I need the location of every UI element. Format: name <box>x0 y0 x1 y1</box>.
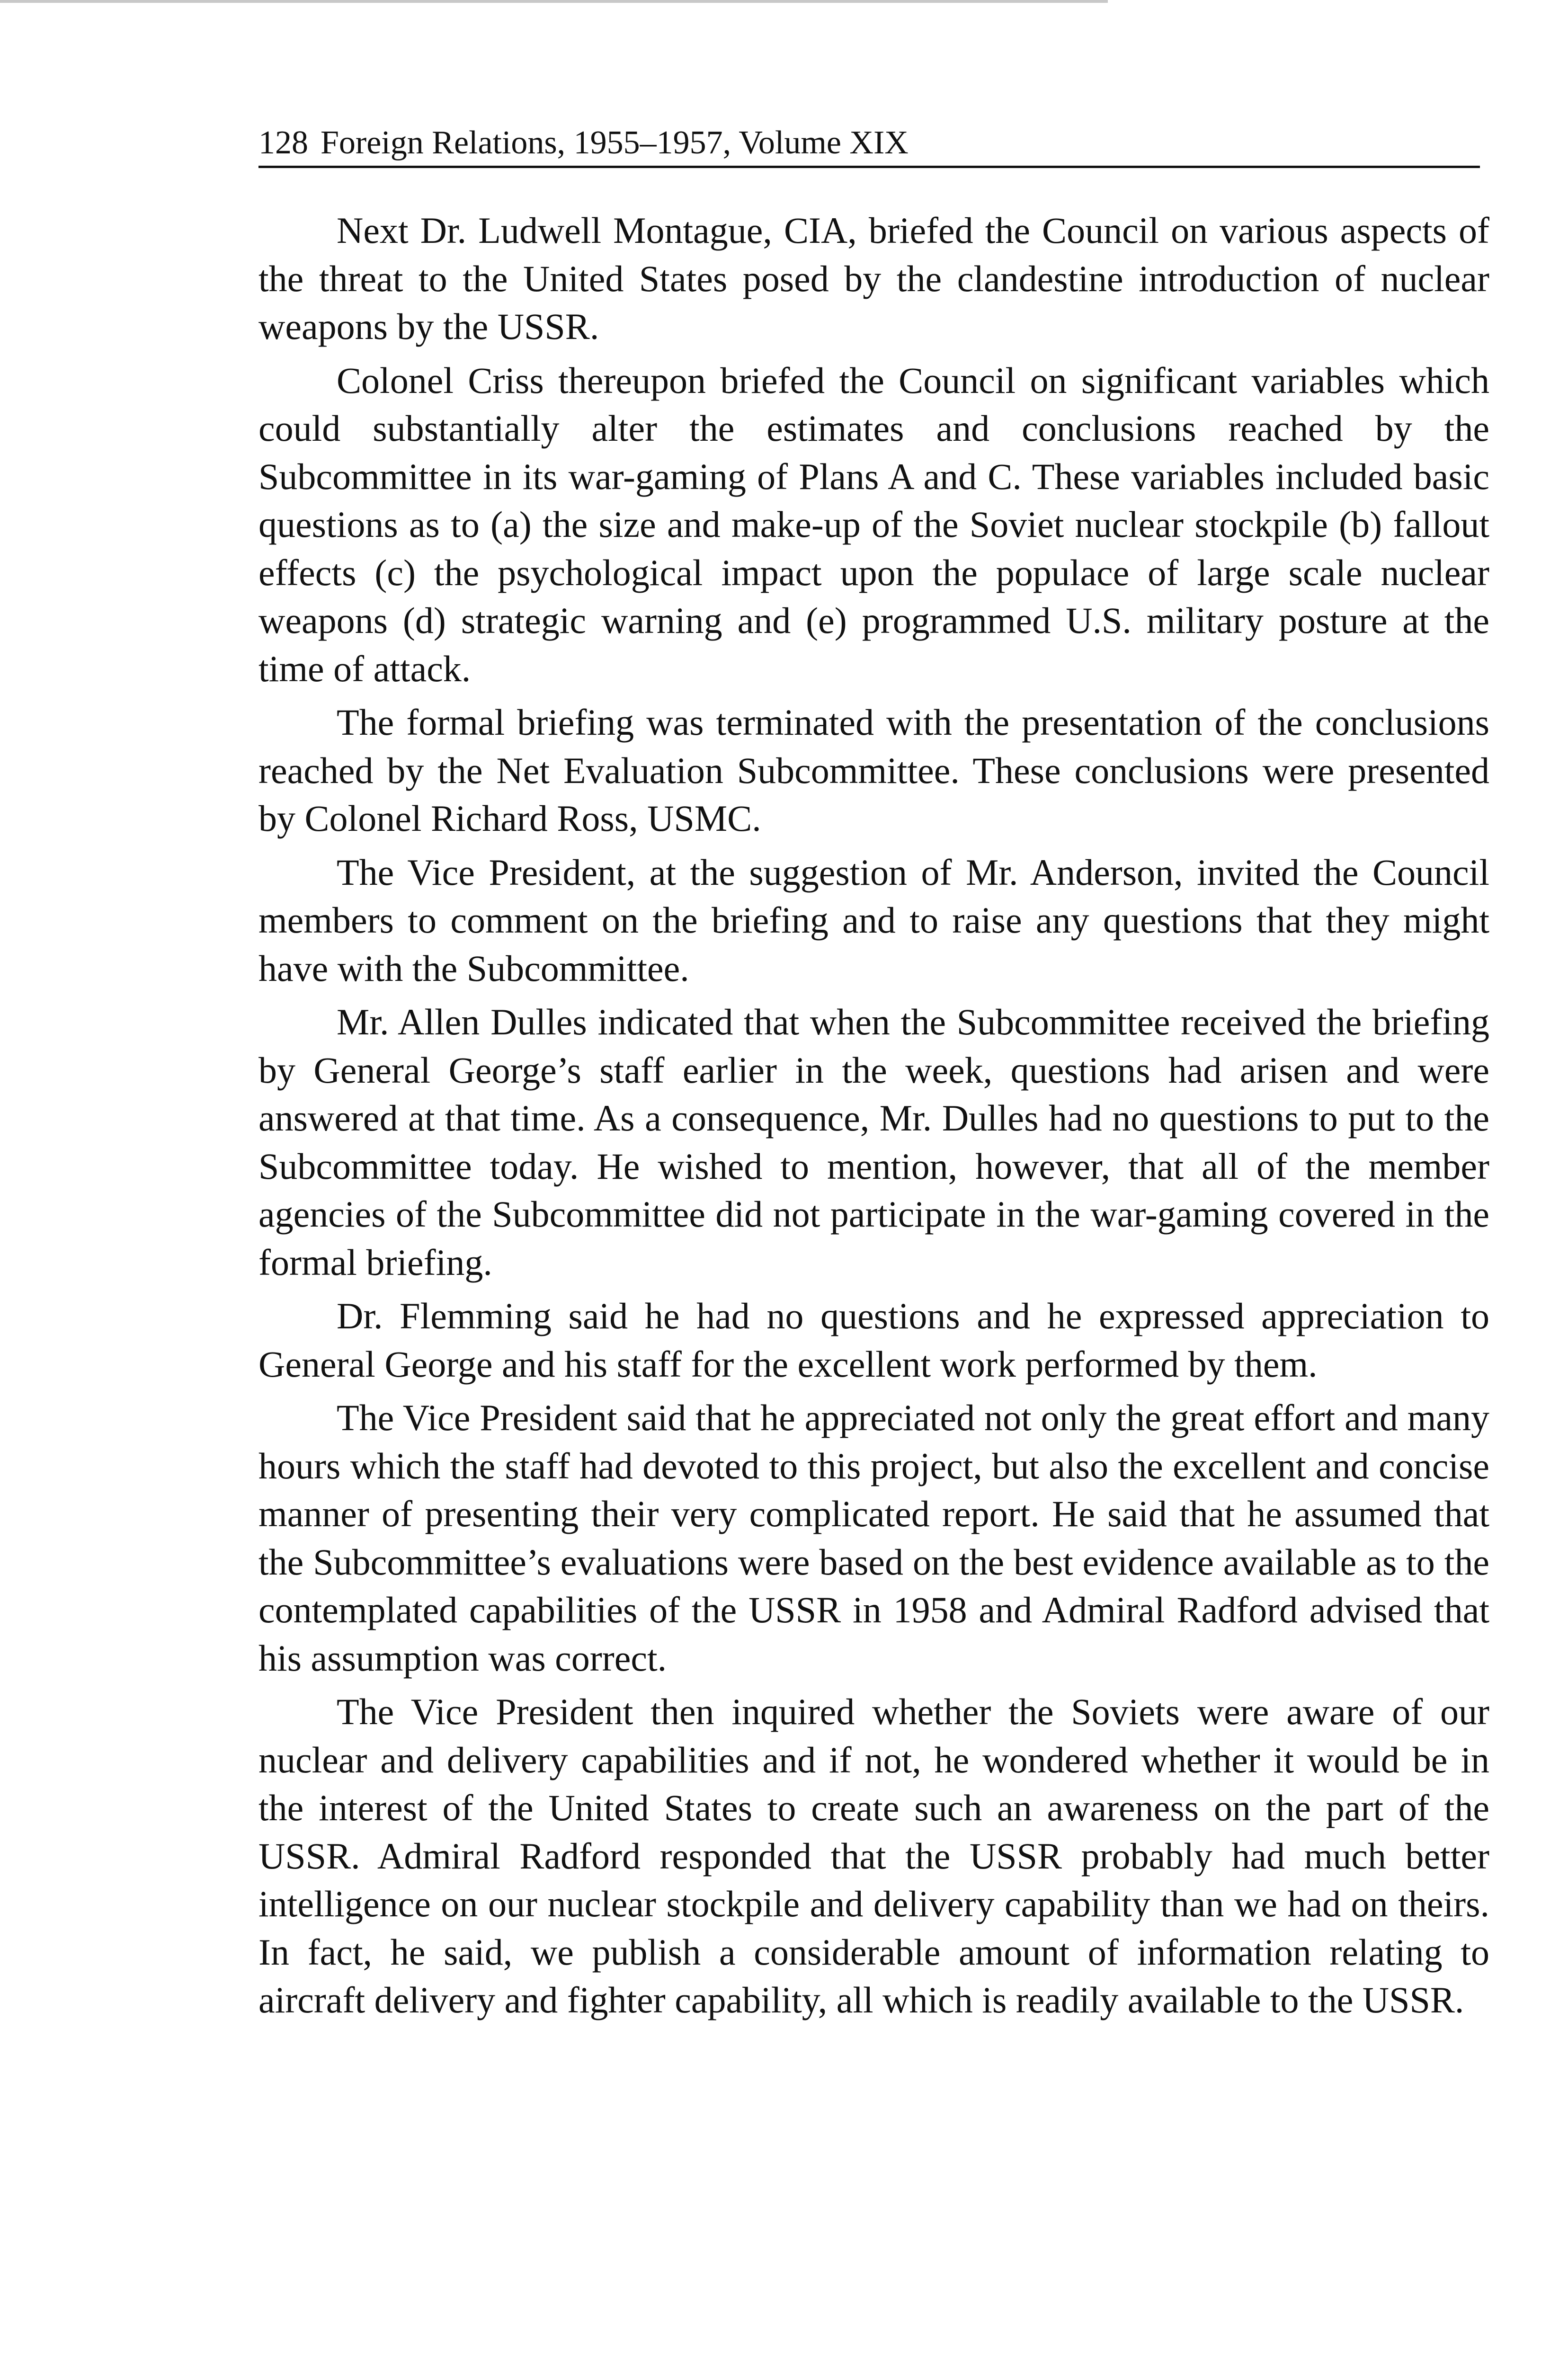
paragraph-vice-president-invitation: The Vice President, at the suggestion of Mr. Anderson, invited the Council members to comment on the briefing and to raise any questions that they might have with the Subcommittee. <box>258 851 1489 989</box>
paragraph-montague-briefing: Next Dr. Ludwell Montague, CIA, briefed the Council on various aspects of the threat to the United States posed by the clandestine introduction of nuclear weapons by the USSR. <box>258 210 1489 347</box>
document-page <box>258 119 1489 2030</box>
scan-edge-rule <box>0 0 1108 3</box>
body-text <box>258 206 1489 2024</box>
paragraph-formal-briefing-conclusions: The formal briefing was terminated with the presentation of the conclusions reached by the Net Evaluation Subcommittee. These conclusions were presented by Colonel Richard Ross, USMC. <box>258 702 1489 839</box>
page-number: 128 <box>258 125 308 161</box>
paragraph-dulles-comments: Mr. Allen Dulles indicated that when the Subcommittee received the briefing by General George’s staff earlier in the week, questions had arisen and were answered at that time. As a consequence, Mr. Dulles had no questions to put to the Subcommittee today. He wished to mention, however, that all of the member agencies of the Subcommittee did not participate in the war-gaming covered in the formal briefing. <box>258 1001 1489 1283</box>
running-head <box>258 119 1480 172</box>
paragraph-vice-president-appreciation: The Vice President said that he appreciated not only the great effort and many hours which the staff had devoted to this project, but also the excellent and concise manner of presenting their very complicated report. He said that he assumed that the Subcommittee’s evaluations were based on the best evidence available as to the contemplated capabilities of the USSR in 1958 and Admiral Radford advised that his assumption was correct. <box>258 1397 1489 1679</box>
paragraph-soviet-awareness: The Vice President then inquired whether the Soviets were aware of our nuclear and delivery capabilities and if not, he wondered whether it would be in the interest of the United States to create such an awareness on the part of the USSR. Admiral Radford responded that the USSR probably had much better intelligence on our nuclear stockpile and delivery capability than we had on theirs. In fact, he said, we publish a considerable amount of information relating to aircraft delivery and fighter capability, all which is readily available to the USSR. <box>258 1691 1489 2020</box>
running-head-rule <box>258 166 1480 168</box>
running-head-title: Foreign Relations, 1955–1957, Volume XIX <box>321 125 909 161</box>
paragraph-criss-variables: Colonel Criss thereupon briefed the Council on significant variables which could substantially alter the estimates and conclusions reached by the Subcommittee in its war-gaming of Plans A and C. These variables included basic questions as to (a) the size and make-up of the Soviet nuclear stockpile (b) fallout effects (c) the psychological impact upon the populace of large scale nuclear weapons (d) strategic warning and (e) programmed U.S. military posture at the time of attack. <box>258 359 1489 689</box>
paragraph-flemming-comments: Dr. Flemming said he had no questions and he expressed appreciation to General George and his staff for the excellent work performed by them. <box>258 1295 1489 1385</box>
